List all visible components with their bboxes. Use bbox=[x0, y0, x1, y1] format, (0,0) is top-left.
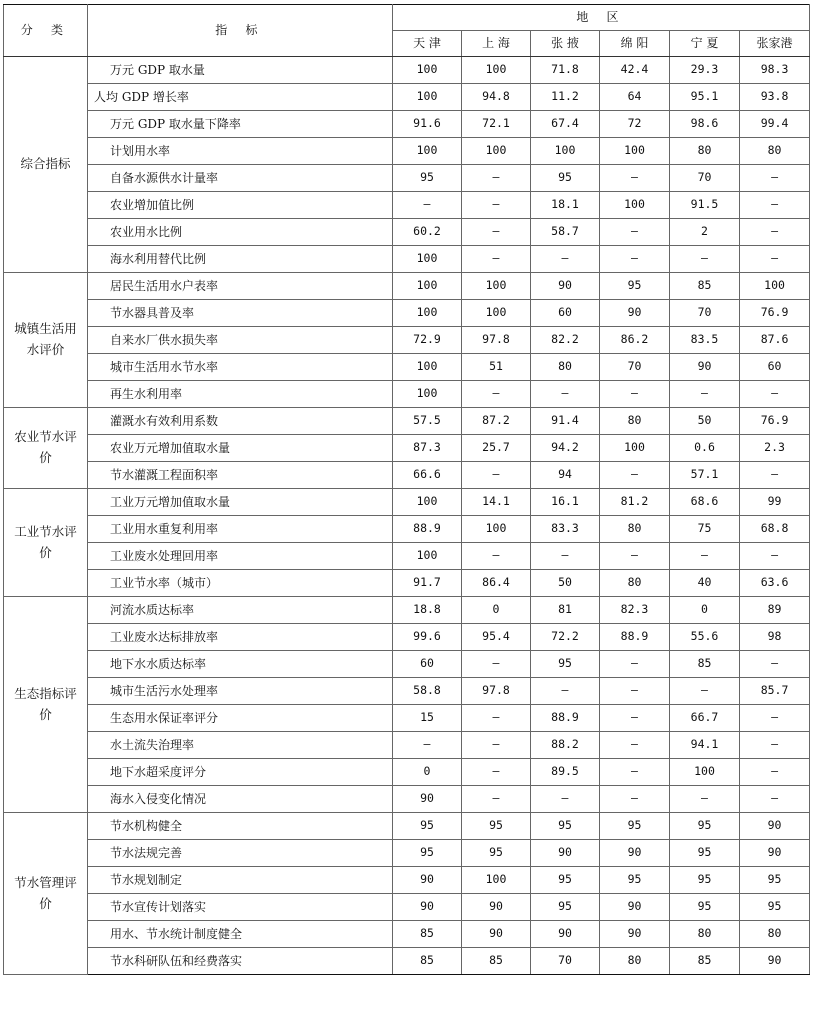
value-cell: 85 bbox=[670, 273, 740, 300]
table-row bbox=[4, 57, 810, 84]
value-cell: 100 bbox=[393, 138, 462, 165]
category-cell: 生态指标评价 bbox=[4, 597, 88, 813]
table-row bbox=[4, 516, 810, 543]
value-cell: 94.2 bbox=[531, 435, 600, 462]
value-cell: 60.2 bbox=[393, 219, 462, 246]
value-cell: 87.3 bbox=[393, 435, 462, 462]
indicator-cell: 工业万元增加值取水量 bbox=[88, 489, 393, 516]
value-cell: 60 bbox=[531, 300, 600, 327]
value-cell: 89 bbox=[740, 597, 810, 624]
indicator-cell: 农业增加值比例 bbox=[88, 192, 393, 219]
value-cell: 88.9 bbox=[600, 624, 670, 651]
value-cell: 66.7 bbox=[670, 705, 740, 732]
value-cell: 14.1 bbox=[462, 489, 531, 516]
value-cell: — bbox=[670, 786, 740, 813]
table-row bbox=[4, 354, 810, 381]
value-cell: 80 bbox=[531, 354, 600, 381]
value-cell: 90 bbox=[670, 354, 740, 381]
value-cell: 91.7 bbox=[393, 570, 462, 597]
value-cell: 60 bbox=[393, 651, 462, 678]
value-cell: 83.5 bbox=[670, 327, 740, 354]
value-cell: 85 bbox=[393, 948, 462, 975]
indicator-cell: 节水宣传计划落实 bbox=[88, 894, 393, 921]
value-cell: 94.8 bbox=[462, 84, 531, 111]
indicator-cell: 城市生活污水处理率 bbox=[88, 678, 393, 705]
value-cell: 80 bbox=[670, 921, 740, 948]
value-cell: — bbox=[531, 543, 600, 570]
value-cell: — bbox=[600, 462, 670, 489]
value-cell: 86.4 bbox=[462, 570, 531, 597]
value-cell: 95 bbox=[670, 867, 740, 894]
value-cell: 90 bbox=[462, 894, 531, 921]
value-cell: 90 bbox=[393, 894, 462, 921]
value-cell: 95 bbox=[531, 651, 600, 678]
value-cell: 90 bbox=[531, 273, 600, 300]
value-cell: 100 bbox=[740, 273, 810, 300]
value-cell: — bbox=[531, 786, 600, 813]
value-cell: 95 bbox=[670, 813, 740, 840]
table-row bbox=[4, 624, 810, 651]
indicator-cell: 地下水超采度评分 bbox=[88, 759, 393, 786]
region-header-text: 地 区 bbox=[576, 10, 626, 25]
table-row bbox=[4, 597, 810, 624]
indicator-cell: 工业废水达标排放率 bbox=[88, 624, 393, 651]
value-cell: 90 bbox=[600, 840, 670, 867]
indicator-cell: 节水法规完善 bbox=[88, 840, 393, 867]
value-cell: — bbox=[740, 786, 810, 813]
indicator-cell: 工业节水率（城市） bbox=[88, 570, 393, 597]
value-cell: 67.4 bbox=[531, 111, 600, 138]
value-cell: 99 bbox=[740, 489, 810, 516]
value-cell: 93.8 bbox=[740, 84, 810, 111]
indicator-cell: 自来水厂供水损失率 bbox=[88, 327, 393, 354]
value-cell: 51 bbox=[462, 354, 531, 381]
value-cell: 80 bbox=[600, 516, 670, 543]
value-cell: 95 bbox=[393, 840, 462, 867]
table-row bbox=[4, 246, 810, 273]
value-cell: — bbox=[740, 219, 810, 246]
indicator-cell: 地下水水质达标率 bbox=[88, 651, 393, 678]
indicator-cell: 节水规划制定 bbox=[88, 867, 393, 894]
value-cell: 91.4 bbox=[531, 408, 600, 435]
indicator-cell: 万元 GDP 取水量 bbox=[88, 57, 393, 84]
value-cell: — bbox=[600, 246, 670, 273]
value-cell: 95 bbox=[531, 813, 600, 840]
region-header-cell: 天 津 bbox=[393, 31, 462, 57]
value-cell: 90 bbox=[462, 921, 531, 948]
value-cell: 98.3 bbox=[740, 57, 810, 84]
value-cell: — bbox=[462, 759, 531, 786]
value-cell: — bbox=[600, 759, 670, 786]
value-cell: 95 bbox=[462, 813, 531, 840]
value-cell: 76.9 bbox=[740, 408, 810, 435]
value-cell: 60 bbox=[740, 354, 810, 381]
category-header bbox=[4, 5, 88, 57]
region-header-cell: 上 海 bbox=[462, 31, 531, 57]
value-cell: 95.4 bbox=[462, 624, 531, 651]
value-cell: 58.8 bbox=[393, 678, 462, 705]
indicator-cell: 工业用水重复利用率 bbox=[88, 516, 393, 543]
value-cell: — bbox=[393, 732, 462, 759]
value-cell: 0 bbox=[462, 597, 531, 624]
table-row bbox=[4, 381, 810, 408]
value-cell: 100 bbox=[393, 57, 462, 84]
value-cell: 72.2 bbox=[531, 624, 600, 651]
indicator-cell: 居民生活用水户表率 bbox=[88, 273, 393, 300]
value-cell: 97.8 bbox=[462, 678, 531, 705]
value-cell: — bbox=[600, 732, 670, 759]
value-cell: 76.9 bbox=[740, 300, 810, 327]
value-cell: 18.8 bbox=[393, 597, 462, 624]
table-row bbox=[4, 543, 810, 570]
value-cell: 68.8 bbox=[740, 516, 810, 543]
value-cell: 80 bbox=[740, 138, 810, 165]
value-cell: 85 bbox=[670, 651, 740, 678]
value-cell: 88.9 bbox=[531, 705, 600, 732]
category-cell: 城镇生活用水评价 bbox=[4, 273, 88, 408]
value-cell: 95.1 bbox=[670, 84, 740, 111]
value-cell: — bbox=[600, 705, 670, 732]
value-cell: 86.2 bbox=[600, 327, 670, 354]
value-cell: 82.3 bbox=[600, 597, 670, 624]
value-cell: 95 bbox=[531, 867, 600, 894]
value-cell: 100 bbox=[393, 273, 462, 300]
value-cell: — bbox=[670, 381, 740, 408]
value-cell: 16.1 bbox=[531, 489, 600, 516]
value-cell: 90 bbox=[600, 300, 670, 327]
value-cell: 95 bbox=[393, 813, 462, 840]
region-header-cell: 绵 阳 bbox=[600, 31, 670, 57]
value-cell: — bbox=[462, 543, 531, 570]
indicator-cell: 河流水质达标率 bbox=[88, 597, 393, 624]
value-cell: 70 bbox=[600, 354, 670, 381]
indicator-cell: 用水、节水统计制度健全 bbox=[88, 921, 393, 948]
value-cell: 90 bbox=[740, 948, 810, 975]
value-cell: 90 bbox=[531, 921, 600, 948]
value-cell: 90 bbox=[740, 813, 810, 840]
value-cell: 95 bbox=[393, 165, 462, 192]
value-cell: 68.6 bbox=[670, 489, 740, 516]
table-row bbox=[4, 408, 810, 435]
value-cell: 11.2 bbox=[531, 84, 600, 111]
table-header bbox=[4, 5, 810, 57]
value-cell: — bbox=[462, 705, 531, 732]
value-cell: — bbox=[600, 219, 670, 246]
value-cell: 100 bbox=[393, 354, 462, 381]
value-cell: 98.6 bbox=[670, 111, 740, 138]
value-cell: — bbox=[462, 165, 531, 192]
indicator-cell: 生态用水保证率评分 bbox=[88, 705, 393, 732]
table-row bbox=[4, 570, 810, 597]
value-cell: — bbox=[393, 192, 462, 219]
indicator-cell: 万元 GDP 取水量下降率 bbox=[88, 111, 393, 138]
region-header-cell: 张 掖 bbox=[531, 31, 600, 57]
region-header-cell: 张家港 bbox=[740, 31, 810, 57]
value-cell: 2 bbox=[670, 219, 740, 246]
value-cell: 80 bbox=[670, 138, 740, 165]
indicator-cell: 节水灌溉工程面积率 bbox=[88, 462, 393, 489]
value-cell: 95 bbox=[740, 867, 810, 894]
value-cell: 100 bbox=[600, 138, 670, 165]
value-cell: 85.7 bbox=[740, 678, 810, 705]
value-cell: — bbox=[462, 732, 531, 759]
table-row bbox=[4, 462, 810, 489]
table-row bbox=[4, 786, 810, 813]
value-cell: — bbox=[462, 462, 531, 489]
category-header-text: 分 类 bbox=[20, 23, 71, 38]
category-cell: 综合指标 bbox=[4, 57, 88, 273]
value-cell: 88.2 bbox=[531, 732, 600, 759]
table-row bbox=[4, 813, 810, 840]
value-cell: — bbox=[740, 543, 810, 570]
value-cell: 80 bbox=[600, 948, 670, 975]
value-cell: 83.3 bbox=[531, 516, 600, 543]
value-cell: 91.5 bbox=[670, 192, 740, 219]
value-cell: — bbox=[740, 759, 810, 786]
indicator-cell: 节水科研队伍和经费落实 bbox=[88, 948, 393, 975]
value-cell: 57.1 bbox=[670, 462, 740, 489]
value-cell: 95 bbox=[531, 894, 600, 921]
value-cell: 99.4 bbox=[740, 111, 810, 138]
value-cell: — bbox=[462, 192, 531, 219]
table-row bbox=[4, 138, 810, 165]
value-cell: 82.2 bbox=[531, 327, 600, 354]
table-row bbox=[4, 84, 810, 111]
value-cell: — bbox=[670, 543, 740, 570]
value-cell: — bbox=[740, 705, 810, 732]
indicator-cell: 节水机构健全 bbox=[88, 813, 393, 840]
table-row bbox=[4, 894, 810, 921]
indicator-cell: 节水器具普及率 bbox=[88, 300, 393, 327]
value-cell: 18.1 bbox=[531, 192, 600, 219]
value-cell: 0 bbox=[670, 597, 740, 624]
indicator-cell: 农业用水比例 bbox=[88, 219, 393, 246]
value-cell: 98 bbox=[740, 624, 810, 651]
value-cell: 80 bbox=[600, 408, 670, 435]
value-cell: 75 bbox=[670, 516, 740, 543]
value-cell: — bbox=[531, 678, 600, 705]
value-cell: 0 bbox=[393, 759, 462, 786]
value-cell: 100 bbox=[393, 543, 462, 570]
value-cell: — bbox=[670, 246, 740, 273]
value-cell: — bbox=[462, 246, 531, 273]
indicator-cell: 农业万元增加值取水量 bbox=[88, 435, 393, 462]
value-cell: 71.8 bbox=[531, 57, 600, 84]
value-cell: — bbox=[740, 192, 810, 219]
value-cell: 70 bbox=[531, 948, 600, 975]
value-cell: 81.2 bbox=[600, 489, 670, 516]
value-cell: 40 bbox=[670, 570, 740, 597]
category-cell: 节水管理评价 bbox=[4, 813, 88, 975]
value-cell: 95 bbox=[600, 867, 670, 894]
value-cell: 90 bbox=[393, 867, 462, 894]
value-cell: 57.5 bbox=[393, 408, 462, 435]
value-cell: — bbox=[740, 381, 810, 408]
table-row bbox=[4, 840, 810, 867]
value-cell: — bbox=[531, 246, 600, 273]
value-cell: 89.5 bbox=[531, 759, 600, 786]
value-cell: 100 bbox=[462, 300, 531, 327]
value-cell: 99.6 bbox=[393, 624, 462, 651]
value-cell: 95 bbox=[670, 840, 740, 867]
table-row bbox=[4, 705, 810, 732]
value-cell: — bbox=[600, 651, 670, 678]
value-cell: — bbox=[600, 786, 670, 813]
value-cell: 100 bbox=[393, 489, 462, 516]
region-header bbox=[393, 5, 810, 31]
value-cell: 64 bbox=[600, 84, 670, 111]
value-cell: — bbox=[531, 381, 600, 408]
value-cell: 72 bbox=[600, 111, 670, 138]
indicator-cell: 再生水利用率 bbox=[88, 381, 393, 408]
value-cell: 63.6 bbox=[740, 570, 810, 597]
table-row bbox=[4, 219, 810, 246]
category-cell: 工业节水评价 bbox=[4, 489, 88, 597]
value-cell: 58.7 bbox=[531, 219, 600, 246]
value-cell: 95 bbox=[740, 894, 810, 921]
value-cell: — bbox=[600, 543, 670, 570]
value-cell: 90 bbox=[600, 921, 670, 948]
value-cell: — bbox=[462, 786, 531, 813]
value-cell: 80 bbox=[740, 921, 810, 948]
value-cell: 50 bbox=[531, 570, 600, 597]
value-cell: 80 bbox=[600, 570, 670, 597]
value-cell: — bbox=[740, 246, 810, 273]
value-cell: 15 bbox=[393, 705, 462, 732]
value-cell: — bbox=[462, 651, 531, 678]
value-cell: 0.6 bbox=[670, 435, 740, 462]
value-cell: — bbox=[740, 462, 810, 489]
table-row bbox=[4, 489, 810, 516]
table-row bbox=[4, 327, 810, 354]
value-cell: 70 bbox=[670, 300, 740, 327]
value-cell: 100 bbox=[462, 138, 531, 165]
table-row bbox=[4, 435, 810, 462]
table-row bbox=[4, 759, 810, 786]
table-row bbox=[4, 111, 810, 138]
value-cell: — bbox=[740, 651, 810, 678]
value-cell: 50 bbox=[670, 408, 740, 435]
value-cell: 42.4 bbox=[600, 57, 670, 84]
value-cell: 72.9 bbox=[393, 327, 462, 354]
value-cell: 90 bbox=[600, 894, 670, 921]
value-cell: 87.6 bbox=[740, 327, 810, 354]
value-cell: 100 bbox=[393, 381, 462, 408]
indicator-cell: 自备水源供水计量率 bbox=[88, 165, 393, 192]
value-cell: 85 bbox=[462, 948, 531, 975]
value-cell: 94 bbox=[531, 462, 600, 489]
value-cell: — bbox=[600, 165, 670, 192]
value-cell: 90 bbox=[531, 840, 600, 867]
table-row bbox=[4, 300, 810, 327]
value-cell: 87.2 bbox=[462, 408, 531, 435]
value-cell: — bbox=[740, 732, 810, 759]
table-row bbox=[4, 948, 810, 975]
value-cell: — bbox=[462, 381, 531, 408]
region-header-cell: 宁 夏 bbox=[670, 31, 740, 57]
value-cell: 85 bbox=[393, 921, 462, 948]
indicator-header-text: 指 标 bbox=[215, 23, 265, 38]
indicator-cell: 人均 GDP 增长率 bbox=[88, 84, 393, 111]
value-cell: 29.3 bbox=[670, 57, 740, 84]
table-row bbox=[4, 678, 810, 705]
indicator-cell: 水土流失治理率 bbox=[88, 732, 393, 759]
value-cell: 100 bbox=[462, 273, 531, 300]
table-row bbox=[4, 732, 810, 759]
value-cell: — bbox=[740, 165, 810, 192]
table-row bbox=[4, 165, 810, 192]
indicator-cell: 灌溉水有效利用系数 bbox=[88, 408, 393, 435]
value-cell: 100 bbox=[393, 246, 462, 273]
value-cell: 91.6 bbox=[393, 111, 462, 138]
value-cell: 95 bbox=[462, 840, 531, 867]
value-cell: 100 bbox=[462, 57, 531, 84]
indicator-cell: 工业废水处理回用率 bbox=[88, 543, 393, 570]
value-cell: 85 bbox=[670, 948, 740, 975]
value-cell: 95 bbox=[600, 813, 670, 840]
value-cell: 81 bbox=[531, 597, 600, 624]
value-cell: 100 bbox=[600, 192, 670, 219]
water-saving-evaluation-table bbox=[3, 4, 810, 975]
indicator-header bbox=[88, 5, 393, 57]
value-cell: 100 bbox=[462, 516, 531, 543]
value-cell: 25.7 bbox=[462, 435, 531, 462]
value-cell: 100 bbox=[670, 759, 740, 786]
value-cell: 55.6 bbox=[670, 624, 740, 651]
value-cell: — bbox=[600, 381, 670, 408]
table-row bbox=[4, 273, 810, 300]
value-cell: 97.8 bbox=[462, 327, 531, 354]
value-cell: 94.1 bbox=[670, 732, 740, 759]
value-cell: 2.3 bbox=[740, 435, 810, 462]
value-cell: — bbox=[670, 678, 740, 705]
value-cell: 100 bbox=[393, 300, 462, 327]
value-cell: 66.6 bbox=[393, 462, 462, 489]
indicator-cell: 海水利用替代比例 bbox=[88, 246, 393, 273]
table-row bbox=[4, 921, 810, 948]
value-cell: 70 bbox=[670, 165, 740, 192]
value-cell: 90 bbox=[740, 840, 810, 867]
table-row bbox=[4, 867, 810, 894]
value-cell: 100 bbox=[531, 138, 600, 165]
indicator-cell: 城市生活用水节水率 bbox=[88, 354, 393, 381]
value-cell: 100 bbox=[462, 867, 531, 894]
category-cell: 农业节水评价 bbox=[4, 408, 88, 489]
value-cell: 100 bbox=[600, 435, 670, 462]
table-row bbox=[4, 651, 810, 678]
value-cell: — bbox=[600, 678, 670, 705]
indicator-cell: 海水入侵变化情况 bbox=[88, 786, 393, 813]
value-cell: 95 bbox=[670, 894, 740, 921]
table-body bbox=[4, 57, 810, 975]
table-row bbox=[4, 192, 810, 219]
indicator-cell: 计划用水率 bbox=[88, 138, 393, 165]
value-cell: 95 bbox=[531, 165, 600, 192]
value-cell: 100 bbox=[393, 84, 462, 111]
value-cell: 72.1 bbox=[462, 111, 531, 138]
value-cell: 88.9 bbox=[393, 516, 462, 543]
value-cell: 90 bbox=[393, 786, 462, 813]
value-cell: — bbox=[462, 219, 531, 246]
value-cell: 95 bbox=[600, 273, 670, 300]
